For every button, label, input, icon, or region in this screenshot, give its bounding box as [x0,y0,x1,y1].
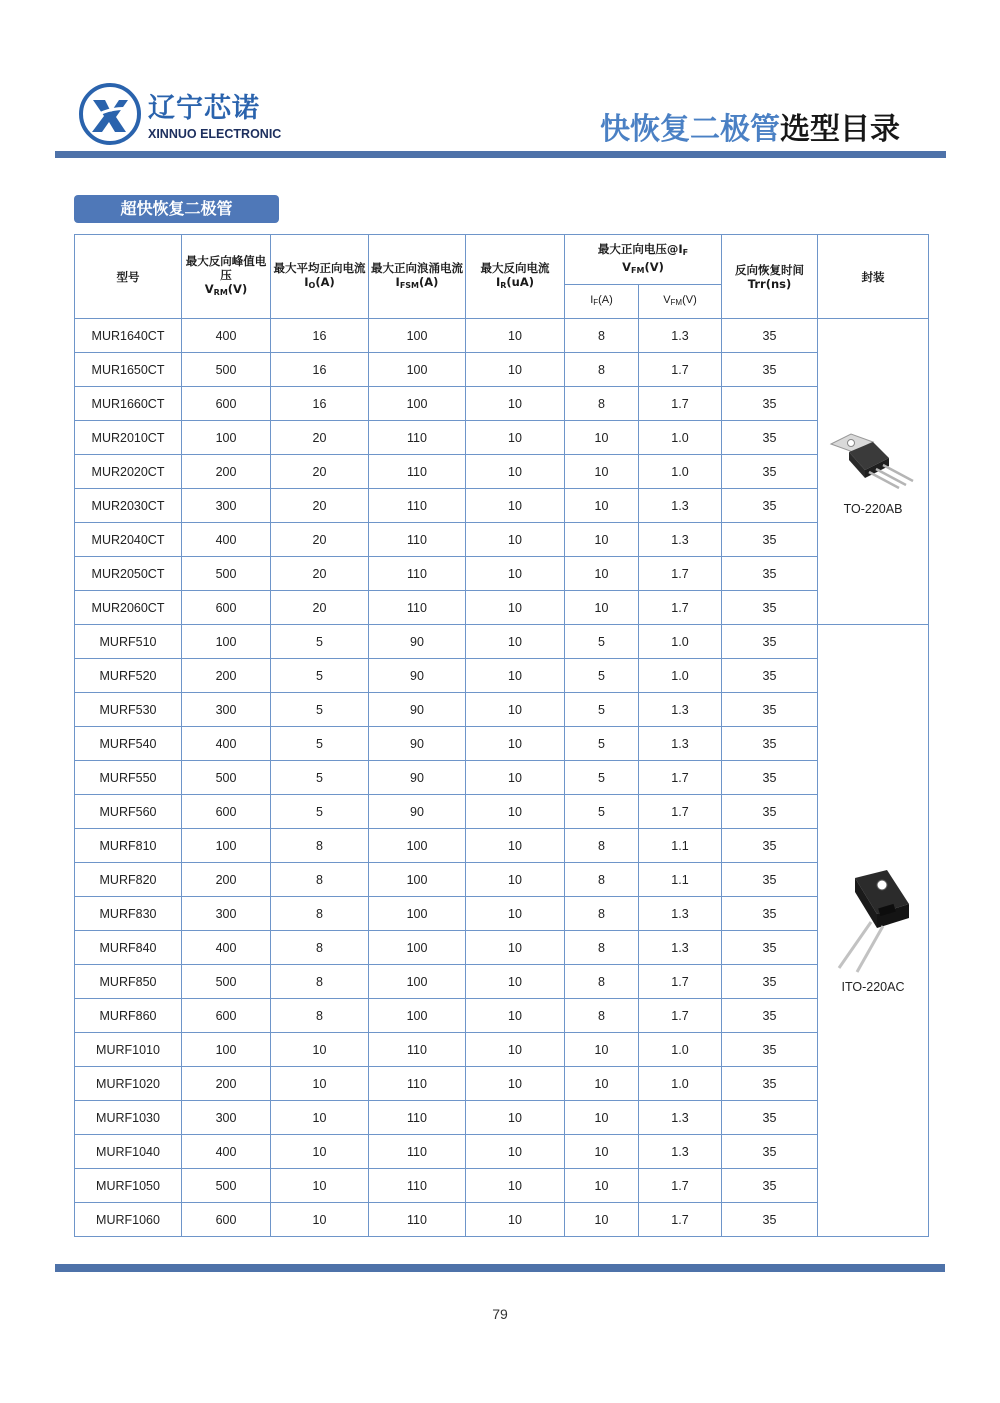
cell-vfm: 1.7 [639,999,722,1033]
page-title [600,104,900,148]
cell-trr: 35 [722,727,818,761]
cell-vrm: 600 [182,999,271,1033]
cell-io: 5 [271,659,369,693]
cell-ifsm: 90 [369,761,466,795]
table-row [75,1101,929,1135]
cell-vrm: 100 [182,625,271,659]
cell-trr: 35 [722,1203,818,1237]
table-row [75,523,929,557]
cell-model: MURF530 [75,693,182,727]
cell-model: MURF1030 [75,1101,182,1135]
cell-vfm: 1.7 [639,557,722,591]
cell-vrm: 200 [182,1067,271,1101]
table-row [75,931,929,965]
spec-table [74,234,929,1237]
cell-io: 5 [271,761,369,795]
cell-ifsm: 100 [369,319,466,353]
cell-vfm: 1.0 [639,455,722,489]
cell-vrm: 300 [182,489,271,523]
cell-trr: 35 [722,1135,818,1169]
cell-if: 10 [565,523,639,557]
cell-if: 8 [565,931,639,965]
cell-vrm: 600 [182,795,271,829]
cell-vrm: 200 [182,455,271,489]
cell-ifsm: 110 [369,421,466,455]
cell-model: MUR2040CT [75,523,182,557]
cell-ifsm: 110 [369,1169,466,1203]
cell-model: MURF820 [75,863,182,897]
cell-io: 8 [271,897,369,931]
cell-ifsm: 110 [369,523,466,557]
cell-ir: 10 [466,489,565,523]
cell-trr: 35 [722,353,818,387]
cell-vrm: 500 [182,1169,271,1203]
cell-if: 10 [565,1033,639,1067]
cell-ir: 10 [466,625,565,659]
cell-ifsm: 110 [369,489,466,523]
cell-ir: 10 [466,999,565,1033]
table-row [75,727,929,761]
cell-if: 5 [565,761,639,795]
cell-vfm: 1.7 [639,1203,722,1237]
cell-io: 20 [271,557,369,591]
cell-vrm: 200 [182,659,271,693]
cell-trr: 35 [722,1067,818,1101]
table-row [75,659,929,693]
cell-trr: 35 [722,863,818,897]
cell-if: 10 [565,1067,639,1101]
table-row [75,829,929,863]
cell-model: MURF840 [75,931,182,965]
cell-vrm: 400 [182,319,271,353]
package-name: ITO-220AC [841,979,905,994]
header-if: $I_F(A)$ [565,285,639,319]
cell-vrm: 200 [182,863,271,897]
cell-vfm: 1.0 [639,1067,722,1101]
cell-trr: 35 [722,829,818,863]
cell-vfm: 1.1 [639,863,722,897]
header-trr: 反向恢复时间 Trr(ns) [722,235,818,319]
cell-vfm: 1.3 [639,897,722,931]
cell-vfm: 1.0 [639,421,722,455]
cell-io: 8 [271,965,369,999]
cell-ir: 10 [466,795,565,829]
cell-ifsm: 90 [369,795,466,829]
company-logo [78,82,282,148]
cell-io: 5 [271,693,369,727]
cell-ir: 10 [466,319,565,353]
cell-io: 20 [271,591,369,625]
cell-trr: 35 [722,1033,818,1067]
cell-model: MUR2020CT [75,455,182,489]
cell-io: 10 [271,1169,369,1203]
cell-vfm: 1.7 [639,761,722,795]
table-row [75,863,929,897]
cell-model: MUR2030CT [75,489,182,523]
cell-ir: 10 [466,421,565,455]
cell-ir: 10 [466,659,565,693]
cell-io: 10 [271,1033,369,1067]
cell-vrm: 500 [182,965,271,999]
cell-ifsm: 100 [369,829,466,863]
header-io: 最大平均正向电流 $I_O(A)$ [271,235,369,319]
cell-vfm: 1.3 [639,931,722,965]
cell-trr: 35 [722,455,818,489]
cell-ifsm: 100 [369,863,466,897]
cell-model: MUR2050CT [75,557,182,591]
cell-model: MURF560 [75,795,182,829]
logo-english-name: XINNUO ELECTRONIC [148,127,282,141]
cell-ir: 10 [466,1067,565,1101]
cell-io: 8 [271,931,369,965]
cell-ir: 10 [466,1101,565,1135]
cell-io: 16 [271,387,369,421]
cell-vrm: 600 [182,387,271,421]
cell-vfm: 1.3 [639,693,722,727]
cell-model: MUR1640CT [75,319,182,353]
xinnuo-logo-mark-icon [78,82,142,146]
cell-package [818,625,929,1237]
cell-package [818,319,929,625]
cell-ir: 10 [466,863,565,897]
section-label: 超快恢复二极管 [74,195,279,223]
cell-model: MUR2010CT [75,421,182,455]
cell-trr: 35 [722,625,818,659]
cell-model: MURF1060 [75,1203,182,1237]
header-vfm: $V_{FM}(V)$ [639,285,722,319]
cell-ir: 10 [466,591,565,625]
cell-io: 16 [271,353,369,387]
cell-vfm: 1.7 [639,591,722,625]
cell-model: MURF1020 [75,1067,182,1101]
page-title-dark-part: 选型目录 [780,112,900,147]
cell-if: 8 [565,353,639,387]
cell-ifsm: 100 [369,897,466,931]
table-row [75,1135,929,1169]
cell-if: 5 [565,693,639,727]
table-row [75,591,929,625]
page-number: 79 [492,1306,508,1322]
cell-ir: 10 [466,761,565,795]
cell-if: 10 [565,1169,639,1203]
cell-vfm: 1.0 [639,1033,722,1067]
cell-io: 8 [271,999,369,1033]
cell-vrm: 300 [182,1101,271,1135]
cell-if: 10 [565,591,639,625]
cell-if: 8 [565,829,639,863]
cell-io: 10 [271,1203,369,1237]
cell-ir: 10 [466,387,565,421]
cell-io: 20 [271,523,369,557]
cell-ifsm: 90 [369,625,466,659]
header-ifsm: 最大正向浪涌电流 $I_{FSM}(A)$ [369,235,466,319]
table-row [75,1169,929,1203]
cell-ir: 10 [466,1169,565,1203]
cell-ifsm: 110 [369,1033,466,1067]
table-row [75,1203,929,1237]
cell-ir: 10 [466,727,565,761]
cell-ir: 10 [466,897,565,931]
cell-ifsm: 90 [369,659,466,693]
cell-model: MURF540 [75,727,182,761]
cell-model: MURF1010 [75,1033,182,1067]
cell-ifsm: 110 [369,1067,466,1101]
cell-ir: 10 [466,693,565,727]
cell-trr: 35 [722,965,818,999]
header-divider [55,151,946,158]
cell-if: 5 [565,795,639,829]
cell-vfm: 1.1 [639,829,722,863]
cell-io: 20 [271,455,369,489]
cell-trr: 35 [722,1169,818,1203]
table-row [75,1033,929,1067]
cell-trr: 35 [722,319,818,353]
cell-ifsm: 100 [369,931,466,965]
cell-vrm: 300 [182,897,271,931]
cell-io: 20 [271,421,369,455]
header-vrm: 最大反向峰值电压 $V_{RM}(V)$ [182,235,271,319]
cell-model: MURF860 [75,999,182,1033]
cell-model: MURF510 [75,625,182,659]
cell-ifsm: 100 [369,999,466,1033]
cell-vfm: 1.3 [639,489,722,523]
cell-vfm: 1.7 [639,1169,722,1203]
cell-model: MURF850 [75,965,182,999]
cell-ifsm: 90 [369,693,466,727]
cell-trr: 35 [722,999,818,1033]
cell-vrm: 100 [182,421,271,455]
cell-vrm: 400 [182,1135,271,1169]
cell-io: 5 [271,795,369,829]
cell-ir: 10 [466,1203,565,1237]
cell-trr: 35 [722,931,818,965]
cell-trr: 35 [722,523,818,557]
cell-trr: 35 [722,557,818,591]
cell-if: 8 [565,897,639,931]
table-row [75,455,929,489]
cell-ir: 10 [466,931,565,965]
cell-io: 10 [271,1135,369,1169]
cell-trr: 35 [722,1101,818,1135]
cell-vfm: 1.3 [639,319,722,353]
cell-ifsm: 110 [369,557,466,591]
cell-if: 10 [565,557,639,591]
cell-vfm: 1.7 [639,795,722,829]
cell-io: 16 [271,319,369,353]
cell-ir: 10 [466,455,565,489]
ito-220ac-package-icon [827,868,919,974]
cell-ifsm: 110 [369,591,466,625]
cell-if: 8 [565,319,639,353]
header-package: 封装 [818,235,929,319]
spec-table-body [75,319,929,1237]
cell-ifsm: 110 [369,1203,466,1237]
table-row [75,421,929,455]
cell-vfm: 1.7 [639,353,722,387]
cell-if: 5 [565,625,639,659]
cell-if: 10 [565,489,639,523]
cell-vrm: 500 [182,761,271,795]
cell-vfm: 1.7 [639,387,722,421]
table-row [75,761,929,795]
cell-ifsm: 100 [369,965,466,999]
cell-ifsm: 110 [369,1101,466,1135]
cell-trr: 35 [722,693,818,727]
cell-io: 8 [271,863,369,897]
header-ir: 最大反向电流 $I_R(uA)$ [466,235,565,319]
header-model: 型号 [75,235,182,319]
cell-model: MUR1660CT [75,387,182,421]
cell-if: 8 [565,387,639,421]
cell-ir: 10 [466,353,565,387]
cell-vrm: 400 [182,931,271,965]
cell-trr: 35 [722,897,818,931]
package-name: TO-220AB [843,501,903,516]
cell-trr: 35 [722,761,818,795]
table-row [75,999,929,1033]
cell-ifsm: 110 [369,455,466,489]
cell-vrm: 400 [182,523,271,557]
cell-if: 5 [565,659,639,693]
cell-vfm: 1.0 [639,659,722,693]
table-row [75,795,929,829]
table-row [75,1067,929,1101]
cell-io: 5 [271,625,369,659]
table-row [75,693,929,727]
cell-ir: 10 [466,1135,565,1169]
cell-ir: 10 [466,965,565,999]
cell-ir: 10 [466,829,565,863]
cell-trr: 35 [722,421,818,455]
cell-model: MUR2060CT [75,591,182,625]
cell-vfm: 1.3 [639,1135,722,1169]
cell-if: 10 [565,421,639,455]
cell-if: 10 [565,455,639,489]
cell-ir: 10 [466,1033,565,1067]
cell-if: 10 [565,1101,639,1135]
cell-if: 8 [565,999,639,1033]
cell-model: MURF550 [75,761,182,795]
header-vf: 最大正向电压$@I_F$ $V_{FM}(V)$ [565,235,722,285]
to-220ab-package-icon [829,428,917,496]
cell-vrm: 600 [182,591,271,625]
cell-io: 10 [271,1067,369,1101]
table-row [75,353,929,387]
cell-model: MURF520 [75,659,182,693]
cell-model: MURF830 [75,897,182,931]
table-row [75,625,929,659]
cell-model: MURF1040 [75,1135,182,1169]
cell-vfm: 1.3 [639,523,722,557]
cell-trr: 35 [722,659,818,693]
cell-vrm: 600 [182,1203,271,1237]
cell-ifsm: 100 [369,353,466,387]
cell-ir: 10 [466,557,565,591]
cell-if: 8 [565,863,639,897]
table-row [75,897,929,931]
cell-vrm: 400 [182,727,271,761]
cell-ifsm: 110 [369,1135,466,1169]
cell-if: 10 [565,1135,639,1169]
cell-if: 8 [565,965,639,999]
cell-ir: 10 [466,523,565,557]
table-row [75,319,929,353]
logo-chinese-name: 辽宁芯诺 [148,93,260,124]
page-title-blue-part: 快恢复二极管 [600,112,780,147]
cell-trr: 35 [722,489,818,523]
footer-divider [55,1264,945,1272]
cell-trr: 35 [722,795,818,829]
cell-vrm: 500 [182,353,271,387]
cell-vfm: 1.0 [639,625,722,659]
cell-if: 10 [565,1203,639,1237]
cell-vrm: 100 [182,1033,271,1067]
cell-model: MURF1050 [75,1169,182,1203]
cell-model: MURF810 [75,829,182,863]
cell-vfm: 1.7 [639,965,722,999]
cell-if: 5 [565,727,639,761]
table-row [75,965,929,999]
cell-vfm: 1.3 [639,1101,722,1135]
cell-io: 10 [271,1101,369,1135]
cell-trr: 35 [722,591,818,625]
table-row [75,557,929,591]
cell-vrm: 500 [182,557,271,591]
cell-io: 20 [271,489,369,523]
cell-model: MUR1650CT [75,353,182,387]
cell-ifsm: 100 [369,387,466,421]
cell-vrm: 300 [182,693,271,727]
cell-ifsm: 90 [369,727,466,761]
cell-vfm: 1.3 [639,727,722,761]
cell-trr: 35 [722,387,818,421]
cell-vrm: 100 [182,829,271,863]
table-row [75,387,929,421]
cell-io: 8 [271,829,369,863]
cell-io: 5 [271,727,369,761]
table-row [75,489,929,523]
